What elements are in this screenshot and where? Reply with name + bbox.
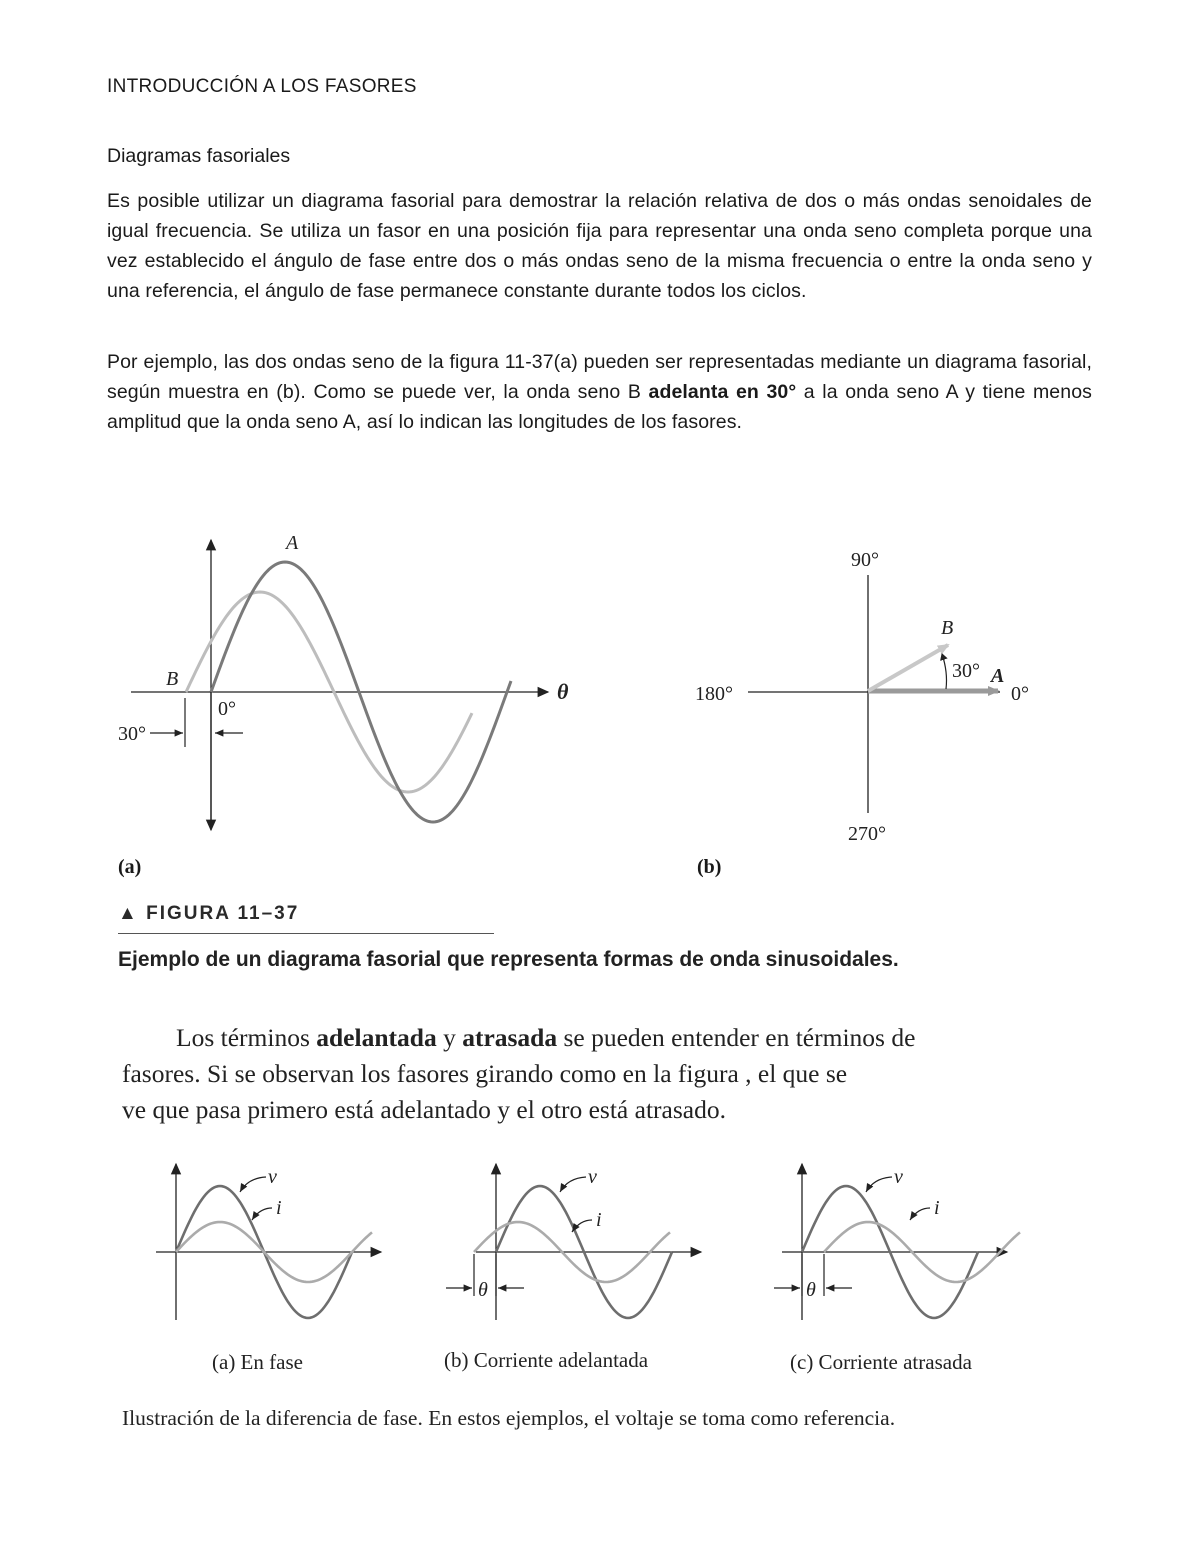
label-30deg: 30° xyxy=(118,723,146,745)
caption-en-fase: (a) En fase xyxy=(212,1350,303,1374)
i-label: i xyxy=(934,1197,940,1219)
figure-b-phasors xyxy=(680,540,1060,860)
paragraph-1: Es posible utilizar un diagrama fasorial para demostrar la relación relativa de dos o más ondas senoidales de igual frecuencia. Se utiliza un fasor en una posición fija para representar una onda seno completa porque una vez establecido el ángulo de fase entre dos o más ondas seno de la misma frecuencia o entre la onda seno y una referencia, el ángulo de fase permanece constante durante todos los ciclos. xyxy=(107,190,1092,302)
theta-label: θ xyxy=(478,1279,488,1301)
phase-comparison-figures xyxy=(150,1150,1050,1330)
phasor-b xyxy=(868,645,948,691)
angle-arc xyxy=(942,654,947,689)
bottom-caption: Ilustración de la diferencia de fase. En estos ejemplos, el voltaje se toma como referencia. xyxy=(122,1406,896,1430)
section-subtitle: Diagramas fasoriales xyxy=(107,145,291,167)
serif-line-3: ve que pasa primero está adelantado y el otro está atrasado. xyxy=(122,1095,726,1124)
paragraph-2 xyxy=(107,347,1092,437)
panel-label-a: (a) xyxy=(118,856,142,878)
page-title: INTRODUCCIÓN A LOS FASORES xyxy=(107,76,417,97)
phasor-a-label: A xyxy=(991,665,1005,687)
v-label: v xyxy=(268,1166,277,1188)
label-wave-a: A xyxy=(286,532,299,554)
label-wave-b: B xyxy=(166,668,179,690)
paragraph-2-before: Por ejemplo, las dos ondas seno de la figura 11-37(a) pueden ser representadas mediante un diagrama fasorial, según muestra en (b). Como se puede ver, la onda seno B xyxy=(107,351,1092,403)
panel-current-leading xyxy=(446,1164,701,1320)
figure-rule xyxy=(118,933,494,934)
term-atrasada: atrasada xyxy=(462,1023,558,1052)
caption-corriente-atrasada: (c) Corriente atrasada xyxy=(790,1350,972,1374)
paragraph-2-after: a la onda seno A y tiene menos amplitud que la onda seno A, así lo indican las longitudes de los fasores. xyxy=(107,381,1092,433)
label-0deg: 0° xyxy=(218,698,236,720)
serif-line-2: fasores. Si se observan los fasores girando como en la figura , el que se xyxy=(122,1059,848,1088)
serif-line-1 xyxy=(176,1020,1166,1056)
label-180: 180° xyxy=(695,683,733,705)
serif-line-1-c: y xyxy=(436,1023,463,1052)
theta-label: θ xyxy=(806,1279,816,1301)
caption-corriente-adelantada: (b) Corriente adelantada xyxy=(444,1348,649,1372)
figure-caption: Ejemplo de un diagrama fasorial que representa formas de onda sinusoidales. xyxy=(118,948,899,971)
label-theta: θ xyxy=(557,679,569,704)
label-0: 0° xyxy=(1011,683,1029,705)
panel-in-phase xyxy=(156,1164,381,1320)
v-label: v xyxy=(894,1166,903,1188)
v-label: v xyxy=(588,1166,597,1188)
term-adelantada: adelantada xyxy=(316,1023,437,1052)
angle-label: 30° xyxy=(952,660,980,682)
paragraph-2-bold: adelanta en 30° xyxy=(648,381,797,403)
figure-a-waves xyxy=(100,525,600,875)
figure-header: ▲ FIGURA 11–37 xyxy=(118,903,300,924)
panel-current-lagging xyxy=(774,1164,1020,1320)
label-90: 90° xyxy=(851,549,879,571)
i-label: i xyxy=(596,1209,602,1231)
serif-line-1-e: se pueden entender en términos de xyxy=(557,1023,916,1052)
serif-line-1-a: Los términos xyxy=(176,1023,317,1052)
phasor-b-label: B xyxy=(941,617,954,639)
i-label: i xyxy=(276,1197,282,1219)
panel-label-b: (b) xyxy=(697,856,722,878)
label-270: 270° xyxy=(848,823,886,845)
